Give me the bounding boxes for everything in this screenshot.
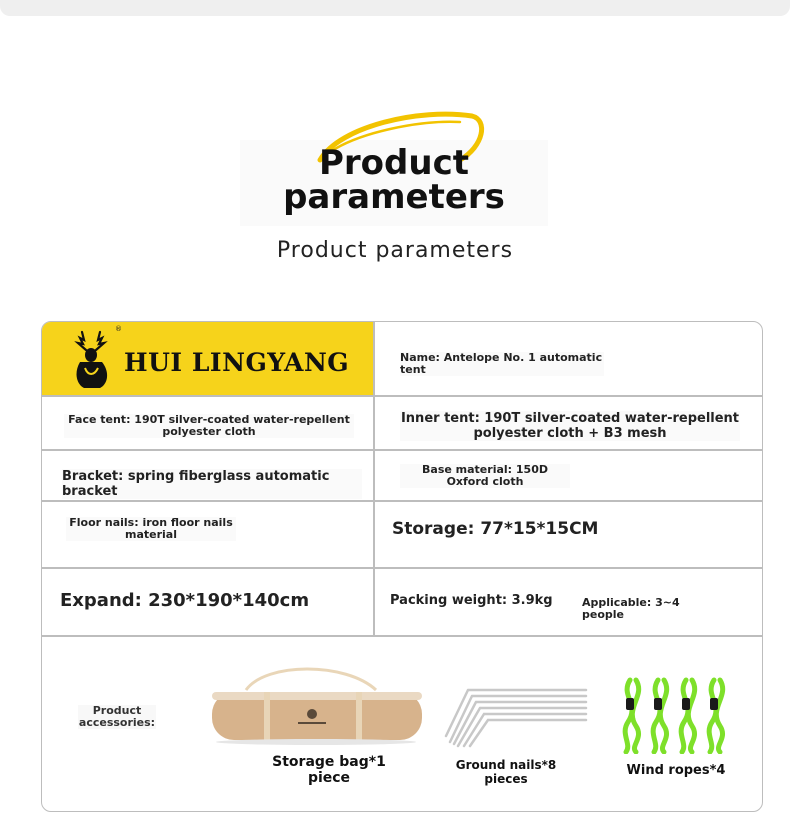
brand-logo-cell bbox=[42, 322, 373, 395]
row-divider bbox=[42, 395, 762, 397]
spec-applicable: Applicable: 3~4 people bbox=[582, 596, 680, 621]
accessories-label: Product accessories: bbox=[78, 704, 156, 729]
row-divider bbox=[42, 500, 762, 502]
spec-name: Name: Antelope No. 1 automatic tent bbox=[400, 351, 603, 376]
spec-floor-nails: Floor nails: iron floor nails material bbox=[66, 517, 236, 541]
page-title bbox=[240, 143, 548, 217]
row-divider bbox=[42, 449, 762, 451]
title-line-2: parameters bbox=[283, 177, 505, 217]
accessory-storage-bag-caption: Storage bag*1 piece bbox=[272, 754, 386, 786]
spec-base-material: Base material: 150D Oxford cloth bbox=[400, 464, 570, 488]
accessory-wind-ropes-caption: Wind ropes*4 bbox=[626, 763, 726, 778]
top-strip bbox=[0, 0, 790, 16]
row-divider bbox=[42, 567, 762, 569]
accessory-ground-nails-caption: Ground nails*8 pieces bbox=[455, 758, 557, 786]
spec-face-tent: Face tent: 190T silver-coated water-repellent polyester cloth bbox=[64, 414, 354, 438]
ground-nails-icon bbox=[438, 682, 590, 750]
spec-inner-tent: Inner tent: 190T silver-coated water-repellent polyester cloth + B3 mesh bbox=[400, 411, 740, 441]
wind-ropes-icon bbox=[616, 674, 736, 754]
row-divider bbox=[42, 635, 762, 637]
spec-expand: Expand: 230*190*140cm bbox=[60, 590, 310, 611]
storage-bag-icon bbox=[206, 662, 426, 746]
registered-mark: ® bbox=[115, 325, 122, 333]
title-line-1: Product bbox=[319, 143, 469, 183]
spec-packing-weight: Packing weight: 3.9kg bbox=[390, 593, 553, 608]
spec-storage: Storage: 77*15*15CM bbox=[392, 519, 599, 539]
page-subtitle: Product parameters bbox=[276, 238, 514, 263]
deer-icon bbox=[66, 328, 118, 392]
brand-name: HUI LINGYANG bbox=[124, 348, 350, 377]
spec-table bbox=[41, 321, 763, 812]
column-divider bbox=[373, 322, 375, 635]
spec-bracket: Bracket: spring fiberglass automatic bracket bbox=[62, 469, 362, 499]
